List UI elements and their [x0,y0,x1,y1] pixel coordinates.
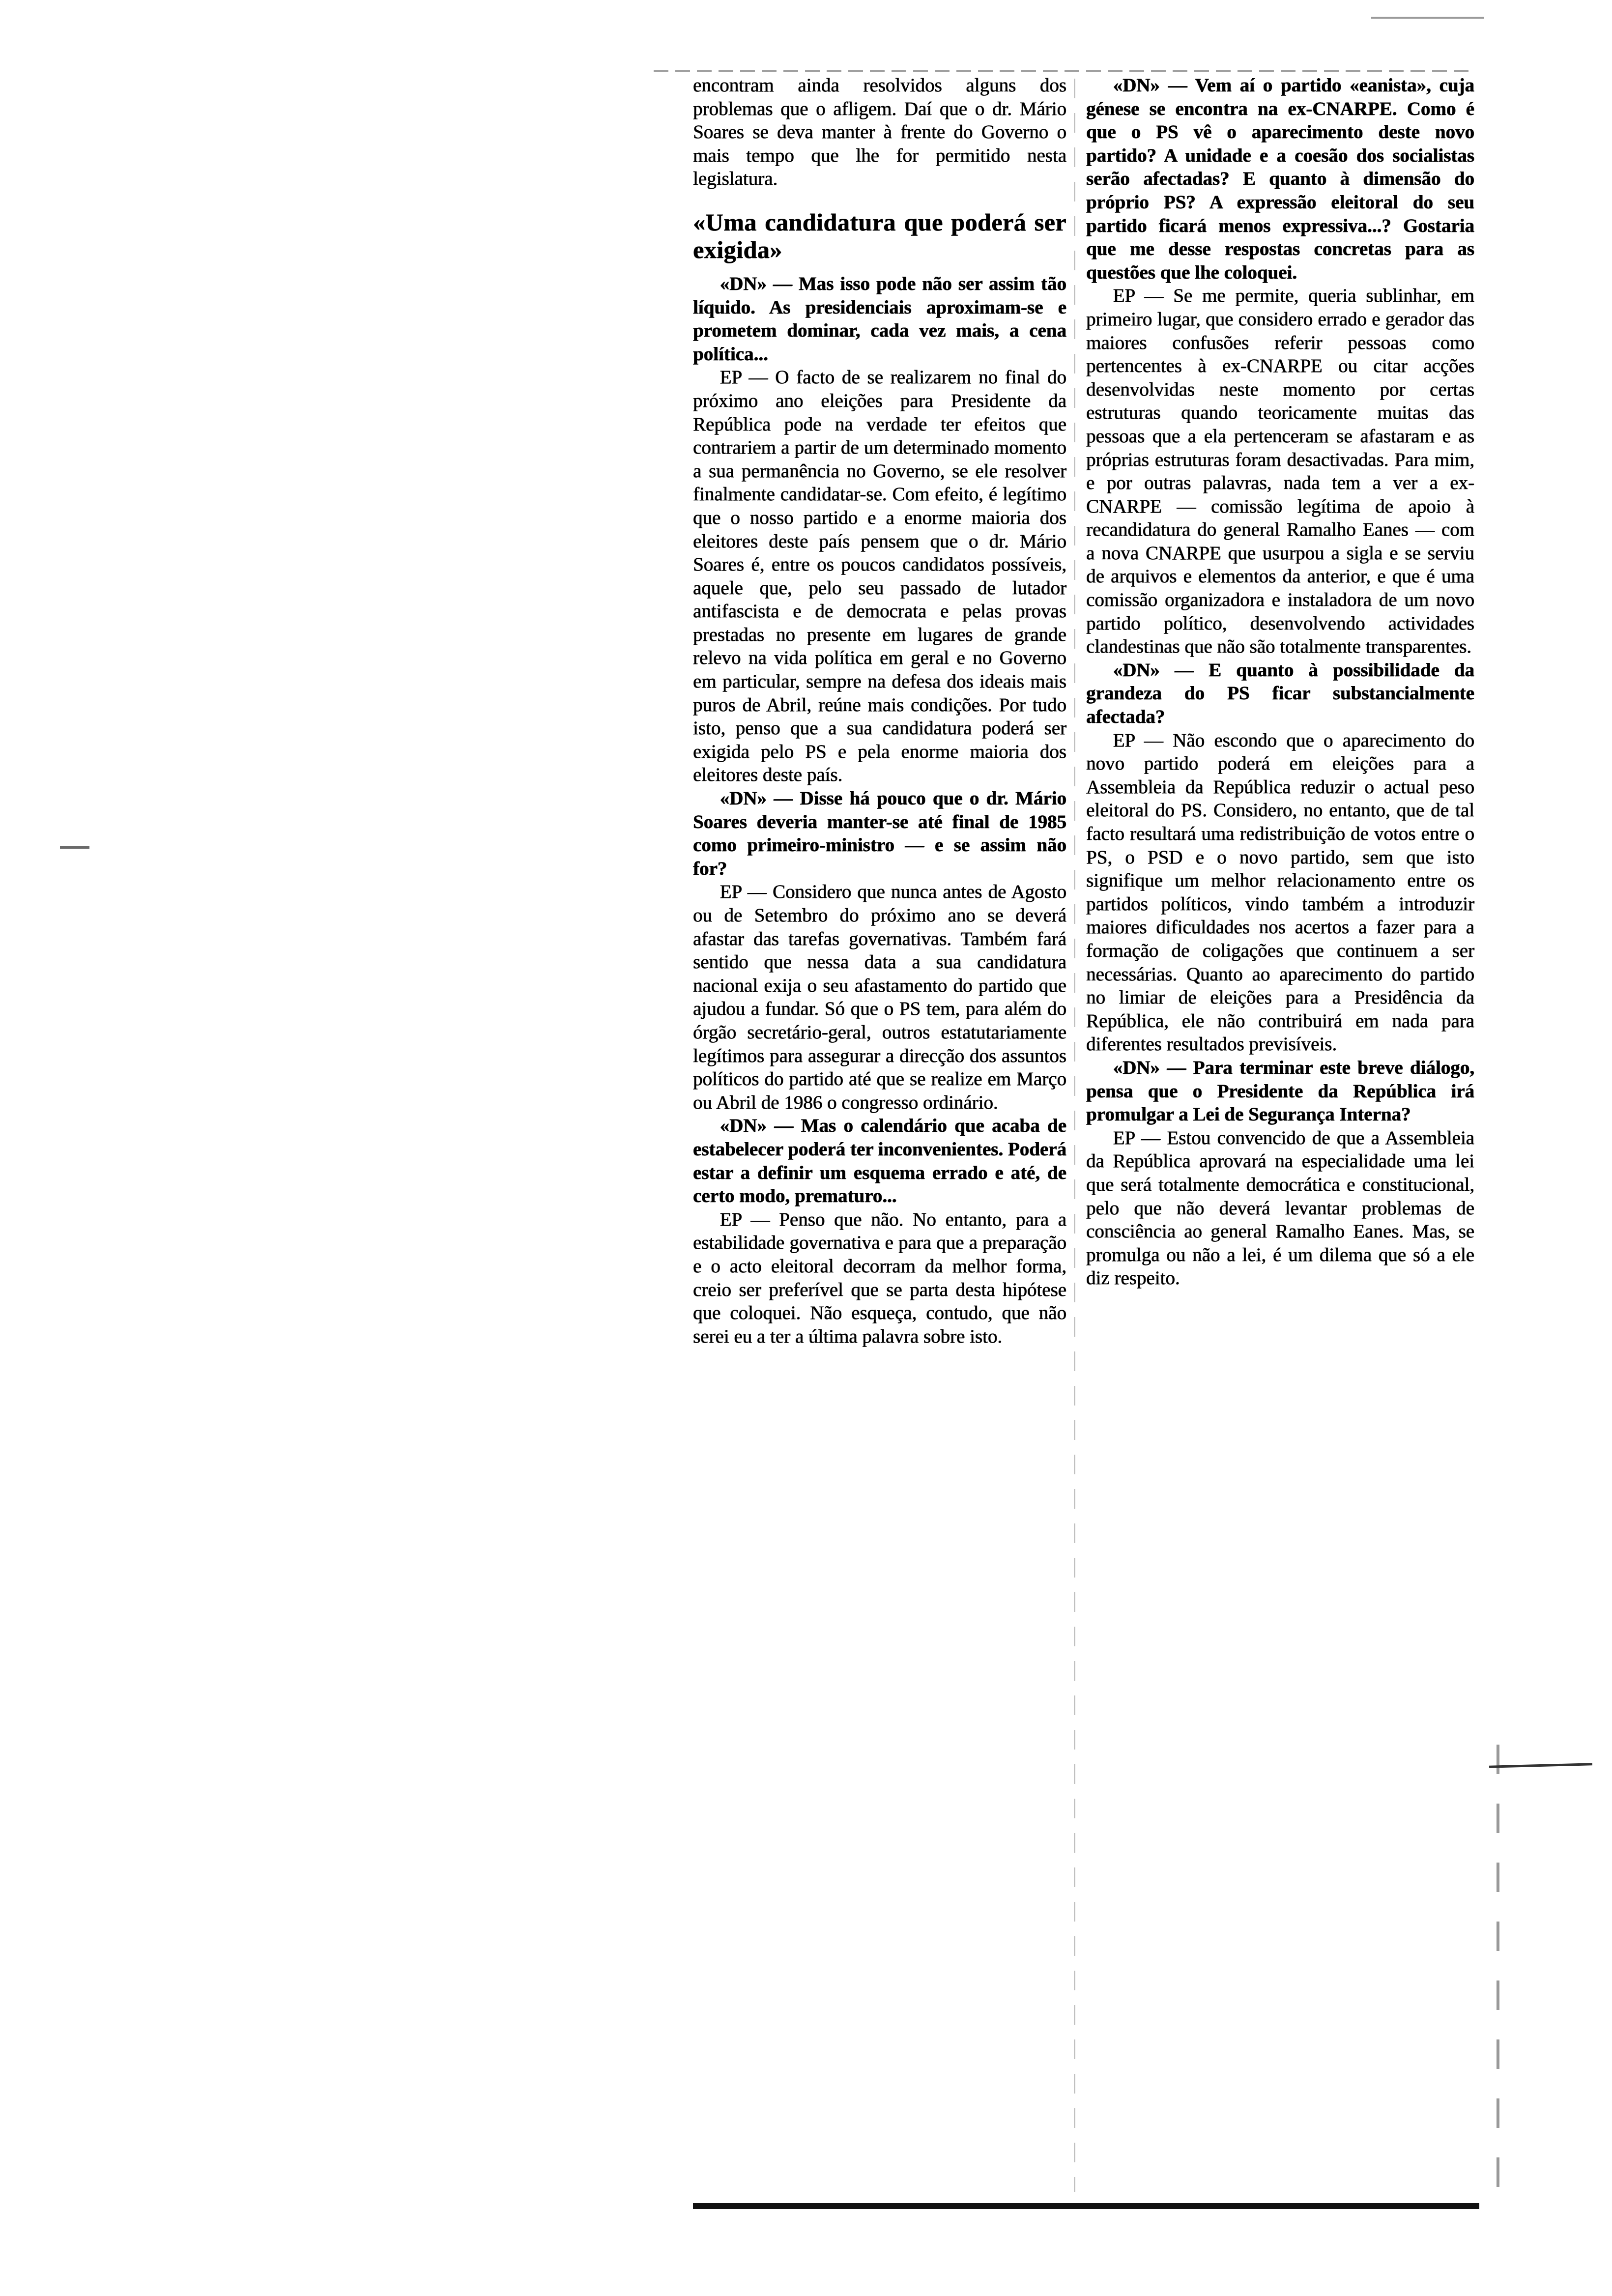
margin-pen-stroke [1489,1763,1592,1768]
top-rule [654,70,1474,72]
right-column [1086,74,1474,2197]
scan-edge-mark [1497,1745,1499,2187]
question-paragraph: «DN» — Disse há pouco que o dr. Mário Soares deveria manter-se até final de 1985 como primeiro-ministro — e se assim não for? [693,788,1066,879]
question-paragraph: «DN» — Mas o calendário que acaba de estabelecer poderá ter inconvenientes. Poderá estar a definir um esquema errado e até, de certo modo, prematuro... [693,1115,1066,1207]
question-paragraph: «DN» — Mas isso pode não ser assim tão líquido. As presidenciais aproximam-se e prometem dominar, cada vez mais, a cena política... [693,273,1066,365]
left-column [693,74,1066,2197]
newspaper-clipping [654,74,1489,2211]
answer-paragraph: EP — Estou convencido de que a Assembleia da República aprovará na especialidade uma lei que será totalmente democrática e constitucional, pelo que não deverá levantar problemas de consciência ao general Ramalho Eanes. Mas, se promulga ou não a lei, é um dilema que só a ele diz respeito. [1086,1127,1474,1289]
question-paragraph: «DN» — Para terminar este breve diálogo, pensa que o Presidente da República irá promulgar a Lei de Segurança Interna? [1086,1057,1474,1125]
column-divider [1074,79,1075,2192]
answer-paragraph: EP — O facto de se realizarem no final do próximo ano eleições para Presidente da República pode na verdade ter efeitos que contrariem a partir de um determinado momento a sua permanência no Governo, se ele resolver finalmente candidatar-se. Com efeito, é legítimo que o nosso partido e a enorme maioria dos eleitores deste país pensem que o dr. Mário Soares é, entre os poucos candidatos possíveis, aquele que, pelo seu passado de lutador antifascista e de democrata e pelas provas prestadas no presente em lugares de grande relevo na vida política em geral e no Governo em particular, sempre na defesa dos ideais mais puros de Abril, reúne mais condições. Por tudo isto, penso que a sua candidatura poderá ser exigida pelo PS e pela enorme maioria dos eleitores deste país. [693,367,1066,786]
answer-paragraph: EP — Não escondo que o aparecimento do novo partido poderá em eleições para a Assembleia da República reduzir o actual peso eleitoral do PS. Considero, no entanto, que de tal facto resultará uma redistribuição de votos entre o PS, o PSD e o novo partido, sem que isto signifique um melhor relacionamento entre os partidos políticos, vindo também a introduzir maiores dificuldades nos acertos a fazer para a formação de coligações que continuem a ser necessárias. Quanto ao aparecimento do partido no limiar de eleições para a Presidência da República, ele não contribuirá em nada para diferentes resultados previsíveis. [1086,729,1474,1055]
question-paragraph: «DN» — Vem aí o partido «eanista», cuja génese se encontra na ex-CNARPE. Como é que o PS vê o aparecimento deste novo partido? A unidade e a coesão dos socialistas serão afectadas? E quanto à dimensão do próprio PS? A expressão eleitoral do seu partido ficará menos expressiva...? Gostaria que me desse respostas concretas para as questões que lhe coloquei. [1086,75,1474,283]
bottom-rule [693,2203,1479,2209]
subheading: «Uma candidatura que poderá ser exigida» [693,208,1066,263]
answer-paragraph: EP — Se me permite, queria sublinhar, em primeiro lugar, que considero errado e gerador das maiores confusões referir pessoas como pertencentes à ex-CNARPE ou citar acções desenvolvidas neste momento por certas estruturas quando teoricamente muitas das pessoas que a ela pertenceram se afastaram e as próprias estruturas foram desactivadas. Para mim, e por outras palavras, nada tem a ver a ex-CNARPE — comissão legítima de apoio à recandidatura do general Ramalho Eanes — com a nova CNARPE que usurpou a sigla e se serviu de arquivos e elementos da anterior, e que é uma comissão organizadora e instaladora de um novo partido político, desenvolvendo actividades clandestinas que não são totalmente transparentes. [1086,285,1474,658]
scan-artifact-mark [60,846,89,849]
answer-paragraph: EP — Penso que não. No entanto, para a estabilidade governativa e para que a preparação e o acto eleitoral decorram da melhor forma, creio ser preferível que se parta desta hipótese que coloquei. Não esqueça, contudo, que não serei eu a ter a última palavra sobre isto. [693,1208,1066,1347]
answer-paragraph: EP — Considero que nunca antes de Agosto ou de Setembro do próximo ano se deverá afastar das tarefas governativas. Também fará sentido que nessa data a sua candidatura nacional exija o seu afastamento do partido que ajudou a fundar. Só que o PS tem, para além do órgão secretário-geral, outros estatutariamente legítimos para assegurar a direcção dos assuntos políticos do partido até que se realize em Março ou Abril de 1986 o congresso ordinário. [693,881,1066,1113]
paragraph: encontram ainda resolvidos alguns dos problemas que o afligem. Daí que o dr. Mário Soares se deva manter à frente do Governo o mais tempo que lhe for permitido nesta legislatura. [693,75,1066,190]
question-paragraph: «DN» — E quanto à possibilidade da grandeza do PS ficar substancialmente afectada? [1086,659,1474,728]
scan-artifact-mark [1371,17,1484,19]
